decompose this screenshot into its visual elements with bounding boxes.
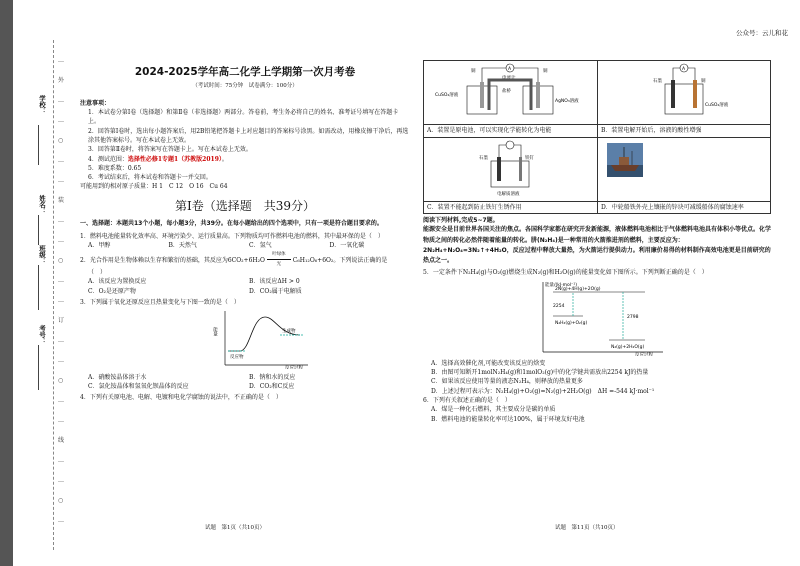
binding-mark: …	[58, 55, 64, 66]
exam-title: 2024-2025学年高二化学上学期第一次月考卷	[134, 66, 356, 78]
q3-x-label: 反应过程	[285, 366, 303, 370]
nail-left-el: 石墨	[479, 155, 488, 161]
galv-right-el: 铜	[543, 69, 548, 74]
exam-no-field: 考号：	[35, 325, 47, 345]
electrolysis-beaker	[665, 84, 703, 114]
salt-bridge	[489, 80, 531, 110]
binding-mark: 线	[58, 435, 64, 446]
wechat-label: 公众号：云儿和花	[736, 29, 788, 37]
binding-mark: 装	[58, 195, 64, 206]
q5-option-a[interactable]: A．选择高效催化剂,可能改变该反应的焓变	[431, 359, 546, 367]
galv-salt-bridge: 盐桥	[502, 89, 511, 94]
galv-left-el: 铜	[471, 69, 476, 74]
nail-electrolysis-diagram	[427, 139, 593, 197]
binding-mark: …	[58, 295, 64, 306]
q3-option-a[interactable]: A．硝酸铵晶体溶于水	[88, 373, 147, 381]
nail-right-el: 铁钉	[525, 155, 534, 161]
class-line	[38, 265, 39, 310]
q3-option-d[interactable]: D．CO₂和C反应	[249, 382, 295, 390]
q5-state-top: 2N(g)+4H(g)+2O(g)	[555, 286, 601, 292]
binding-mark: 外	[58, 75, 64, 86]
nail-power-icon	[506, 141, 514, 149]
q3-curve	[228, 317, 300, 351]
q5-option-d[interactable]: D．上述过程可表示为：N₂H₄(g)+O₂(g)=N₂(g)+2H₂O(g) ΔH =-544 kJ·mol⁻¹	[431, 387, 655, 395]
binding-mark: …	[58, 415, 64, 426]
q5-v1: 2254	[553, 303, 565, 309]
q5-option-b[interactable]: B．由图可知断开1molN₂H₄(g)和1molO₂(g)中的化学键共需放出2254 kJ的热量	[431, 369, 649, 377]
binding-mark: ○	[58, 255, 63, 266]
nail-graphite	[497, 157, 501, 181]
q2-bracket: （ ）	[88, 269, 107, 277]
footer-left: 试题 第1页（共10页）	[205, 525, 265, 531]
graphite-electrode	[671, 80, 675, 108]
q2-arrow-bottom: 光	[276, 262, 282, 268]
elec-right-el: 铜	[701, 79, 706, 84]
elec-left-el: 石墨	[653, 79, 662, 84]
nail-sol: 电解质溶液	[497, 191, 520, 197]
note-4-suffix: 。	[221, 155, 228, 163]
q3-options	[80, 373, 410, 392]
passage-body: 能源安全是目前世界各国关注的焦点。各国科学家都在研究开发新能源，液体燃料电池相比于气体燃料电池具有体积小等优点。化学物质之间的转化必然伴随着能量的转化。肼(N₂H₄)是一种常用的火箭推进剂的燃料，主要反应为：2N₂H₄+N₂O₄=3N₂↑+4H₂O，反应过程中释放大量热，为火箭运行提供动力。利用廉价易得的材料制作高效电池更是目前研究的热点之一。	[423, 226, 772, 265]
class-field: 班级：	[35, 245, 47, 265]
binding-mark: ○	[58, 495, 63, 506]
section1-title: 第Ⅰ卷（选择题 共39分）	[174, 198, 315, 213]
footer-right: 试题 第11页（共10页）	[555, 525, 619, 531]
notes-title: 注意事项：	[80, 99, 111, 107]
q1-option-d[interactable]: D．一氧化碳	[329, 241, 365, 249]
binding-mark: …	[58, 235, 64, 246]
cell-c-option[interactable]: C．装置不能起到防止铁钉生锈作用	[424, 201, 598, 213]
school-field: 学校：	[35, 95, 47, 115]
q3-option-b[interactable]: B．钠和水的反应	[249, 373, 296, 381]
q1-option-c[interactable]: C．氢气	[249, 241, 272, 249]
elec-sol: CuSO₄溶液	[705, 103, 729, 108]
q1-options	[80, 241, 410, 250]
q1-stem: 1．燃料电池能量转化效率高、环境污染少、运行质量高。下列物质均可作燃料电池的燃料，其中最环保的是（ ）	[80, 232, 384, 240]
iron-nail	[519, 157, 522, 181]
q2-arrow	[267, 253, 291, 268]
q2-option-a[interactable]: A．该反应为置换反应	[88, 278, 147, 286]
q2-options	[80, 277, 410, 296]
q3-stem: 3．下列属于氧化还原反应且热量变化与下图一致的是（ ）	[80, 298, 240, 306]
note-3: 3．回答第Ⅱ卷时，将答案写在答题卡上。写在本试卷上无效。	[88, 146, 252, 154]
left-electrode	[480, 82, 484, 108]
q5-option-c[interactable]: C．如果该反应使用等量的液态N₂H₄，则释放的热量更多	[431, 378, 583, 386]
cell-b-option[interactable]: B．装置电解开始后，溶液的酸性增强	[598, 125, 771, 137]
atomic-masses: 可能用到的相对原子质量：H 1 C 12 O 16 Cu 64	[80, 183, 228, 191]
galv-meter-label: 电流计	[502, 76, 516, 81]
cell-ship	[598, 137, 771, 201]
right-page	[423, 60, 771, 424]
cell-electrolysis	[598, 61, 771, 125]
note-1: 1．本试卷分第Ⅰ卷（选择题）和第Ⅱ卷（非选择题）两部分。答卷前，考生务必将自己的姓名、准考证号填写在答题卡上。	[88, 109, 399, 126]
binding-mark: …	[58, 335, 64, 346]
power-icon-letter: A	[682, 67, 686, 72]
q6-option-b[interactable]: B．燃料电池的能量转化率可达100%，属于环境友好电池	[431, 415, 585, 423]
q3-option-c[interactable]: C．氯化铵晶体和氢氧化钡晶体的反应	[88, 382, 189, 390]
left-page	[80, 60, 410, 402]
binding-mark: ○	[58, 135, 63, 146]
q6-option-a[interactable]: A．煤是一种化石燃料，其主要成分是碳的单质	[431, 406, 556, 414]
ship-image	[607, 143, 643, 177]
name-field: 姓名：	[35, 195, 47, 215]
binding-mark: …	[58, 355, 64, 366]
q3-y-label: 能量	[212, 327, 218, 337]
q5-reactants: N₂H₄(g)+O₂(g)	[555, 320, 588, 326]
q3-reactant-label: 反应物	[230, 355, 244, 361]
binding-mark: …	[58, 475, 64, 486]
q5-v2: 2798	[627, 314, 639, 320]
q3-energy-graph	[80, 307, 410, 369]
q5-stem: 5．一定条件下N₂H₄(g)与O₂(g)燃烧生成N₂(g)和H₂O(g)的能量变化如下图所示。下列判断正确的是（ ）	[423, 269, 708, 277]
nail-beaker	[491, 161, 529, 187]
galvanic-cell-diagram	[427, 62, 593, 120]
binding-dash-line	[53, 40, 54, 550]
q4-apparatus-table	[423, 60, 771, 214]
note-2: 2．回答第Ⅰ卷时，选出每小题答案后，用2B铅笔把答题卡上对应题目的答案标号涂黑。如需改动，用橡皮擦干净后，再选涂其他答案标号。写在本试卷上无效。	[88, 127, 409, 144]
q2-stem	[80, 253, 410, 268]
q2-option-b[interactable]: B．该反应ΔH > 0	[249, 278, 300, 286]
binding-mark: …	[58, 115, 64, 126]
note-4	[80, 155, 410, 164]
q2-stem-a: 2．光合作用是生物体赖以生存和繁衍的基础，其反应为6CO₂+6H₂O	[80, 257, 265, 265]
binding-mark: …	[58, 215, 64, 226]
q6-stem: 6．下列有关叙述正确的是（ ）	[423, 397, 511, 405]
cell-d-option[interactable]: D．中轮船铁外壳上镶嵌的锌块可减缓船体的腐蚀速率	[598, 201, 771, 213]
q2-option-c[interactable]: C．O₂是还原产物	[88, 287, 136, 295]
binding-mark: …	[58, 515, 64, 526]
q5-x-label: 反应过程	[635, 352, 653, 356]
note-6: 6．考试结束后，将本试卷和答题卡一并交回。	[88, 174, 212, 182]
q5-y-label: 能量/(kJ·mol⁻¹)	[545, 282, 577, 288]
passage-title: 阅读下列材料,完成5~7题。	[423, 217, 499, 225]
q2-stem-b: C₆H₁₂O₆+6O₂。下列说法正确的是	[292, 257, 388, 265]
note-4-prefix: 4．测试范围：	[88, 155, 128, 163]
cell-a-option[interactable]: A．装置是原电池，可以实现化学能转化为电能	[424, 125, 598, 137]
section1-intro: 一、选择题：本题共13个小题，每小题3分，共39分。在每小题给出的四个选项中，只有一项是符合题目要求的。	[80, 220, 383, 228]
galv-right-sol: AgNO₃溶液	[555, 99, 579, 104]
note-5: 5．难度系数：0.65	[88, 164, 142, 172]
right-electrode	[536, 82, 540, 108]
q2-arrow-top: 叶绿体	[272, 252, 286, 258]
q2-option-d[interactable]: D．CO₂属于电解质	[249, 287, 302, 295]
q3-product-label: 生成物	[282, 329, 296, 335]
school-line	[38, 125, 39, 165]
q4-stem: 4．下列有关原电池、电解、电镀和电化学腐蚀的说法中，不正确的是（ ）	[80, 394, 282, 402]
binding-mark: …	[58, 395, 64, 406]
binding-mark: …	[58, 175, 64, 186]
ammeter-icon-letter: A	[508, 67, 512, 72]
copper-electrode	[693, 80, 697, 108]
binding-mark: …	[58, 455, 64, 466]
note-4-scope: 选择性必修1专题1（苏教版2019）	[127, 155, 222, 163]
exam-subtitle: （考试时间：75分钟 试卷满分：100分）	[192, 83, 298, 90]
q1-option-b[interactable]: B．天然气	[168, 241, 197, 249]
galv-left-sol: CuSO₄溶液	[435, 93, 459, 98]
cell-nail	[424, 137, 598, 201]
binding-mark: 订	[58, 315, 64, 326]
exam-no-line	[38, 345, 39, 390]
cell-galvanic	[424, 61, 598, 125]
binding-mark: …	[58, 275, 64, 286]
electrolysis-diagram	[601, 62, 767, 120]
binding-strip	[0, 0, 13, 566]
q5-energy-graph	[423, 278, 771, 356]
q5-products: N₂(g)+2H₂O(g)	[611, 344, 645, 350]
binding-mark: …	[58, 95, 64, 106]
binding-mark: ○	[58, 375, 63, 386]
q1-option-a[interactable]: A．甲醇	[88, 241, 111, 249]
binding-mark: …	[58, 155, 64, 166]
